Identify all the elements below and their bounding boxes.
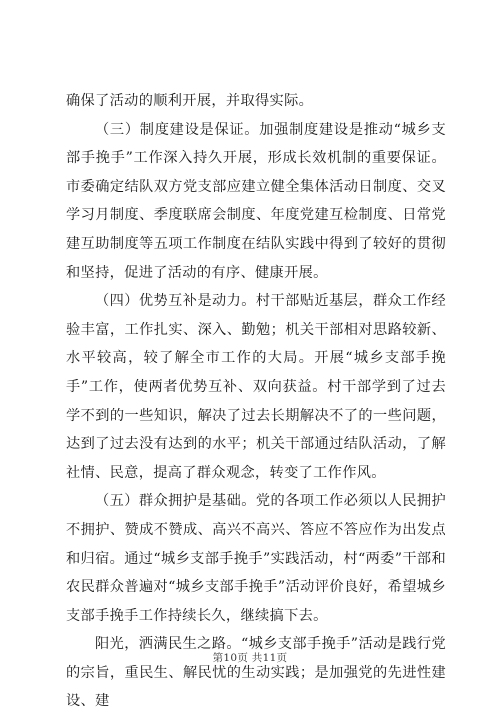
paragraph-public-support: （五）群众拥护是基础。党的各项工作必须以人民拥护不拥护、赞成不赞成、高兴不高兴、答应不答应作为出发点和归宿。通过“城乡支部手挽手”实践活动，村“两委”干部和农民群众普遍对“城乡支部手挽手”活动评价良好，希望城乡支部手挽手工作持续长久，继续搞下去。: [66, 493, 446, 624]
paragraph-system-building: （三）制度建设是保证。加强制度建设是推动“城乡支部手挽手”工作深入持久开展，形成长效机制的重要保证。市委确定结队双方党支部应建立健全集体活动日制度、交叉学习月制度、季度联席会制度、年度党建互检制度、日常党建互助制度等五项工作制度在结队实践中得到了较好的贯彻和坚持，促进了活动的有序、健康开展。: [66, 121, 446, 281]
document-body: [66, 87, 446, 716]
paragraph-livelihood: 阳光，洒满民生之路。“城乡支部手挽手”活动是践行党的宗旨，重民生、解民忧的生动实践；是加强党的先进性建设、建: [66, 636, 446, 710]
paragraph-complementary-advantages: （四）优势互补是动力。村干部贴近基层，群众工作经验丰富，工作扎实、深入、勤勉；机关干部相对思路较新、水平较高，较了解全市工作的大局。开展“城乡支部手挽手”工作，使两者优势互补、双向获益。村干部学到了过去学不到的一些知识，解决了过去长期解决不了的一些问题，达到了过去没有达到的水平；机关干部通过结队活动，了解社情、民意，提高了群众观念，转变了工作作风。: [66, 293, 446, 481]
paragraph-continuation: 确保了活动的顺利开展，并取得实际。: [66, 93, 314, 109]
page-number-footer: 第10页 共11页: [212, 652, 288, 664]
